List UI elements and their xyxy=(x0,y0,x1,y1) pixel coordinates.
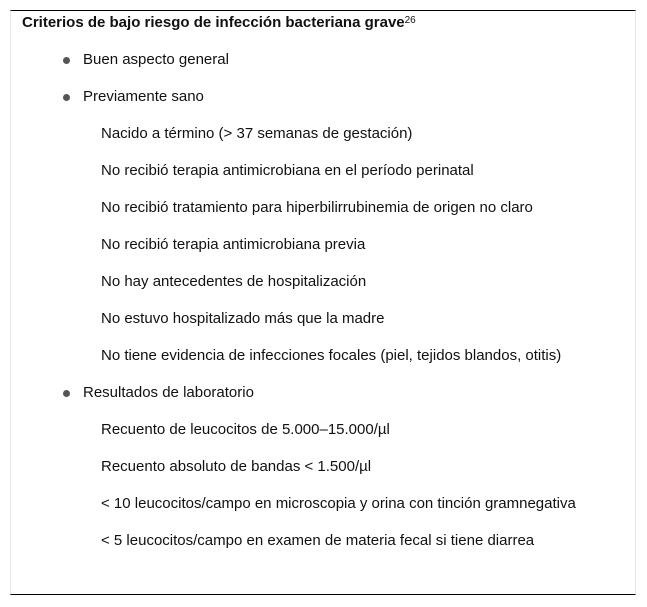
reference-superscript: 26 xyxy=(404,15,416,26)
criterion-subitem: No tiene evidencia de infecciones focales (piel, tejidos blandos, otitis) xyxy=(101,347,562,364)
criterion-label: Resultados de laboratorio xyxy=(83,384,254,401)
criterion-label: Previamente sano xyxy=(83,88,204,105)
criterion-subitem: Recuento de leucocitos de 5.000–15.000/µl xyxy=(101,421,390,438)
table-title xyxy=(22,13,416,33)
table-title-text: Criterios de bajo riesgo de infección bacteriana grave xyxy=(22,14,405,31)
criterion-subitem: No recibió terapia antimicrobiana en el período perinatal xyxy=(101,162,474,179)
bullet-icon xyxy=(63,390,70,397)
criterion-subitem: Nacido a término (> 37 semanas de gestación) xyxy=(101,125,413,142)
criterion-subitem: < 10 leucocitos/campo en microscopia y orina con tinción gramnegativa xyxy=(101,495,576,512)
criterion-subitem: No estuvo hospitalizado más que la madre xyxy=(101,310,385,327)
bullet-icon xyxy=(63,57,70,64)
criterion-subitem: No recibió tratamiento para hiperbilirrubinemia de origen no claro xyxy=(101,199,533,216)
criterion-label: Buen aspecto general xyxy=(83,51,229,68)
criterion-subitem: No hay antecedentes de hospitalización xyxy=(101,273,367,290)
criterion-subitem: Recuento absoluto de bandas < 1.500/µl xyxy=(101,458,372,475)
bullet-icon xyxy=(63,94,70,101)
criterion-subitem: No recibió terapia antimicrobiana previa xyxy=(101,236,366,253)
criteria-table xyxy=(10,10,636,595)
criterion-subitem: < 5 leucocitos/campo en examen de materia fecal si tiene diarrea xyxy=(101,532,535,549)
